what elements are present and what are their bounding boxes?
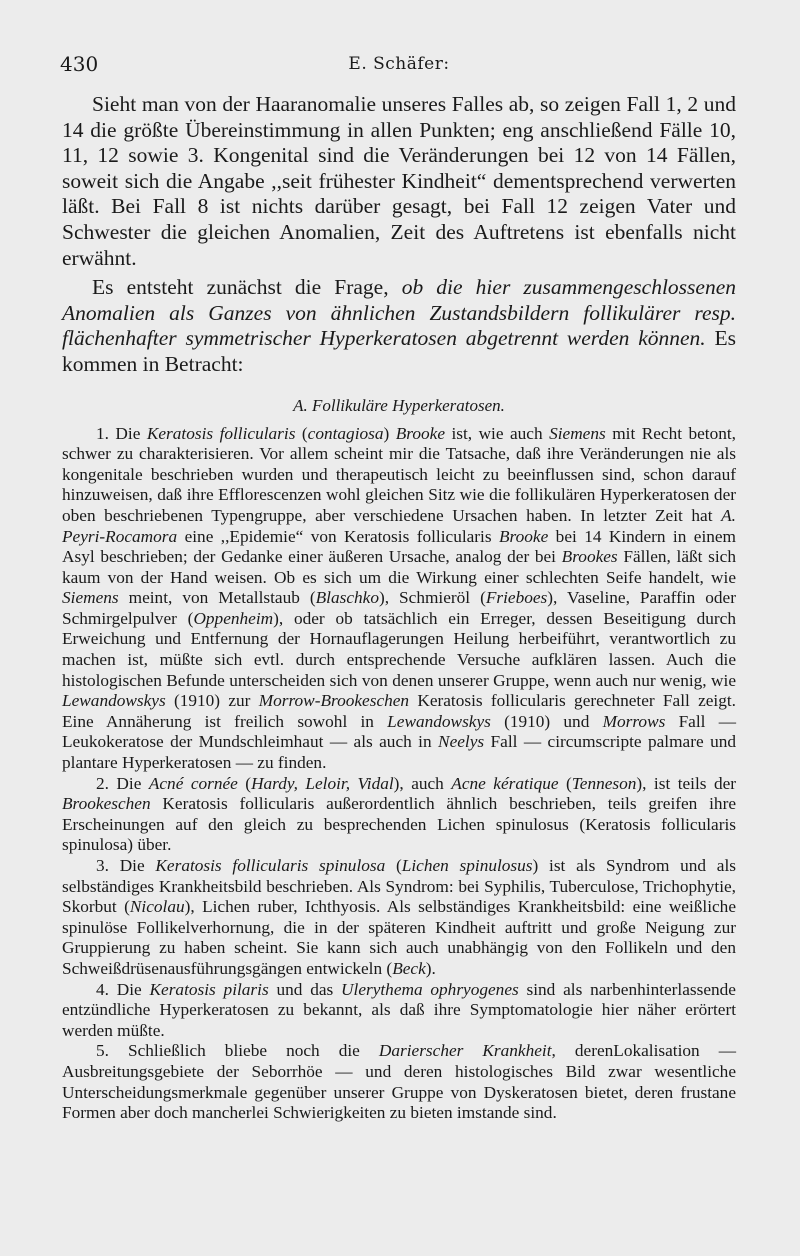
text-run: ), Vaseline, Paraffin oder Schmirgelpulver ( [62,588,736,628]
paragraph-1: Sieht man von der Haaranomalie unseres Falles ab, so zeigen Fall 1, 2 und 14 die größte Übereinstimmung in allen Punkten; eng anschließend Fälle 10, 11, 12 sowie 3. Kongenital sind die Veränderungen bei 12 von 14 Fällen, soweit sich die Angabe ,,seit frühester Kindheit“ dementsprechend verwerten läßt. Bei Fall 8 ist nichts darüber gesagt, bei Fall 12 zeigen Vater und Schwester die gleichen Anomalien, Zeit des Auftretens ist ebenfalls nicht erwähnt. [62,92,736,270]
page-number: 430 [60,52,99,76]
author-name: Brooke [499,526,549,546]
text-run: ist, wie auch [445,423,550,443]
author-name: Hardy, Leloir, Vidal [251,773,394,793]
text-run: eine ,,Epidemie“ von Keratosis follicularis [177,526,499,546]
body-text [62,92,736,1124]
emphasis-question: ob die hier zusammengeschlossenen Anomalien als Ganzes von ähnlichen Zustandsbildern follikulärer resp. flächenhafter symmetrischer Hyperkeratosen abgetrennt werden können. [62,275,736,351]
item-4 [62,980,736,1042]
emphasis: Acné cornée [148,773,238,793]
text-run: Fall — Leukokeratose der Mundschleimhaut — als auch in [62,711,736,752]
emphasis: Darierscher Krankheit [378,1041,552,1061]
text-run: ( [295,423,308,443]
author-name: Beck [392,958,426,978]
page-header [60,52,738,78]
text-run: Es kommen in Betracht: [62,326,736,376]
text-run: ), oder ob tatsächlich ein Erreger, dessen Beseitigung durch Erweichung und Entfernung der Hornauflagerungen Heilung herbeiführt, verantwortlich zu machen ist, müßte sich evtl. durch entsprechende Versuche aufklären lassen. Auch die histologischen Befunde unterscheiden sich von denen unserer Gruppe, wenn auch nur wenig, wie [62,608,736,690]
text-run: ), Lichen ruber, Ichthyosis. Als selbständiges Krankheitsbild: eine weißliche spinulöse Follikelverhornung, die in der späteren Kindheit auftritt und große Neigung zur Gruppierung zu haben scheint. Sie kann sich auch unabhängig von den Follikeln und den Schweißdrüsenausführungsgängen entwickeln ( [62,897,736,978]
text-run: 3. Die [96,856,156,875]
text-run: Keratosis follicularis außerordentlich ähnlich beschrieben, teils greifen ihre Erscheinungen auf den gleich zu besprechenden Lichen spinulosus (Keratosis follicularis spinulosa) über. [62,794,736,855]
text-run: und das [268,979,342,999]
author-name: Siemens [62,588,119,608]
text-run: bei 14 Kindern in einem Asyl beschrieben; der Gedanke einer äußeren Ursache, analog der bei [62,526,736,567]
author-name: Oppenheim [193,608,274,628]
text-run: meint, von Metallstaub ( [118,588,316,608]
item-2 [62,774,736,856]
item-1 [62,424,736,774]
author-name: Tenneson [571,773,637,793]
emphasis: Keratosis follicularis spinulosa [155,856,386,875]
item-3 [62,856,736,980]
emphasis: Acne kératique [451,773,559,793]
text-run: 2. Die [96,773,149,793]
paragraph-2 [62,275,736,377]
emphasis: Ulerythema ophryogenes [341,979,519,999]
author-name: Lewandowskys [387,711,491,731]
text-run: Es entsteht zunächst die Frage, [92,275,402,300]
text-run: ( [558,773,572,793]
section-title: A. Follikuläre Hyperkeratosen. [293,395,505,415]
text-run: Fällen, läßt sich kaum von der Hand weisen. Ob es sich um die Wirkung einer schlechten Seife handelt, wie [62,547,736,587]
emphasis: contagiosa [307,423,384,443]
text-run: , derenLokalisation — Ausbreitungsgebiete der Seborrhöe — und deren histologisches Bild zwar wesentliche Unterscheidungsmerkmale gegenüber unserer Gruppe von Dyskeratosen bietet, deren frustane Formen aber doch mancherlei Schwierigkeiten zu bieten imstande sind. [62,1041,736,1123]
text-run: ). [425,958,436,978]
text-run: 1. Die [96,423,147,443]
text-run: ), ist teils der [636,773,737,793]
author-name: Frieboes [485,588,548,608]
author-name: Nicolau [129,897,185,917]
text-run: Fall — circumscripte palmare und plantare Hyperkeratosen — zu finden. [62,732,736,773]
text-run: ( [237,773,252,793]
text-run: ) ist als Syndrom und als selbständiges Krankheitsbild beschrieben. Als Syndrom: bei Syphilis, Tuberculose, Trichophytie, Skorbut ( [62,856,737,917]
text-run: Keratosis follicularis gerechneter Fall zeigt. Eine Annäherung ist freilich sowohl in [62,691,736,731]
text-run: mit Recht betont, schwer zu charakterisieren. Vor allem scheint mir die Tatsache, daß ihre Veränderungen nie als kongenitale beschrieben wurden und therapeutisch leicht zu beeinflussen sind, schon darauf hinzuweisen, daß ihre Efflorescenzen wohl gleichen Sitz wie die follikulären Hyperkeratosen der oben beschriebenen Typengruppe, aber verschiedene Ursachen haben. In letzter Zeit hat [62,423,736,525]
item-5 [62,1041,736,1123]
author-name: Lewandowskys [62,691,166,711]
text-run: 5. Schließlich bliebe noch die [96,1041,379,1061]
author-name: Morrows [602,711,666,731]
text-run: ), Schmieröl ( [378,588,486,608]
author-name: Brookes [561,547,618,567]
text-run: ( [385,856,402,875]
text-run: sind als narbenhinterlassende entzündliche Hyperkeratosen zu bekannt, als daß ihre Symptomatologie hier näher erörtert werden müßte. [62,979,736,1040]
emphasis: Keratosis pilaris [149,979,269,999]
author-name: Brooke [395,423,445,443]
author-name: Brookeschen [62,794,151,814]
text-run: ), auch [393,773,452,793]
author-name: A. Peyri-Rocamora [62,505,736,546]
emphasis: Keratosis follicularis [146,423,296,443]
running-title: E. Schäfer: [348,54,450,74]
author-name: Blaschko [315,588,379,608]
author-name: Neelys [438,732,485,752]
emphasis: Lichen spinulosus [401,856,533,875]
text-run: ) [383,423,396,443]
text-run: (1910) zur [165,691,259,711]
text-run: (1910) und [490,711,603,731]
text-run: 4. Die [96,979,150,999]
author-name: Siemens [549,423,606,443]
author-name: Morrow-Brookeschen [258,691,410,711]
